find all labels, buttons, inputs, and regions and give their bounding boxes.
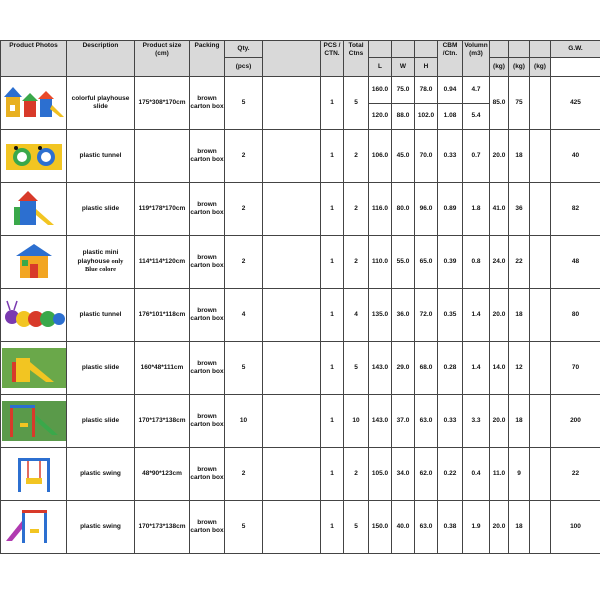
header-dim-blank-w	[392, 41, 415, 58]
kg-net-cell: 20.0	[490, 130, 509, 183]
description-cell: plastic tunnel	[67, 130, 135, 183]
width-cell: 80.0	[392, 183, 415, 236]
product-photo	[1, 130, 67, 183]
ctns-cell: 2	[344, 183, 369, 236]
header-gw: G.W.	[551, 41, 600, 58]
product-photo	[1, 236, 67, 289]
header-length: L	[369, 58, 392, 77]
table-row	[1, 236, 600, 289]
gw-cell: 425	[551, 77, 600, 130]
table-row	[1, 342, 600, 395]
header-pcs-per-ctn: PCS / CTN.	[321, 41, 344, 77]
packing-cell: brown carton box	[190, 236, 225, 289]
size-cell: 175*308*170cm	[135, 77, 190, 130]
description-cell: plastic slide	[67, 342, 135, 395]
blank-cell	[263, 183, 321, 236]
volume-cell: 1.4	[463, 289, 490, 342]
cbm-cell: 0.33	[438, 395, 463, 448]
blank-cell	[263, 501, 321, 554]
description-cell: plastic tunnel	[67, 289, 135, 342]
pcs-cell: 1	[321, 77, 344, 130]
kg-net-cell: 41.0	[490, 183, 509, 236]
blank-cell	[263, 77, 321, 130]
swing-icon	[2, 454, 66, 494]
header-blank	[263, 41, 321, 77]
description-cell	[67, 236, 135, 289]
size-cell: 114*114*120cm	[135, 236, 190, 289]
packing-cell: brown carton box	[190, 501, 225, 554]
cbm-cell: 0.94	[438, 77, 463, 104]
cbm-cell: 0.38	[438, 501, 463, 554]
slide-icon	[2, 348, 66, 388]
blank-cell	[263, 289, 321, 342]
gw-cell: 200	[551, 395, 600, 448]
gw-cell: 100	[551, 501, 600, 554]
kg-net-cell: 85.0	[490, 77, 509, 130]
packing-list-table	[0, 40, 600, 554]
length-cell: 150.0	[369, 501, 392, 554]
packing-cell: brown carton box	[190, 130, 225, 183]
length-cell: 143.0	[369, 342, 392, 395]
gw-cell: 40	[551, 130, 600, 183]
length-cell: 120.0	[369, 103, 392, 130]
description-cell: plastic slide	[67, 395, 135, 448]
volume-cell: 4.7	[463, 77, 490, 104]
length-cell: 106.0	[369, 130, 392, 183]
height-cell: 63.0	[415, 395, 438, 448]
table-row	[1, 501, 600, 554]
swing-slide-icon	[2, 401, 66, 441]
width-cell: 37.0	[392, 395, 415, 448]
header-total-ctns: Total Ctns	[344, 41, 369, 77]
width-cell: 34.0	[392, 448, 415, 501]
blank-cell	[263, 342, 321, 395]
product-photo	[1, 501, 67, 554]
kg-blank-cell	[530, 130, 551, 183]
pcs-cell: 1	[321, 342, 344, 395]
kg-net-cell: 24.0	[490, 236, 509, 289]
size-cell: 160*48*111cm	[135, 342, 190, 395]
qty-cell: 2	[225, 130, 263, 183]
description-text: plastic mini playhouse	[77, 249, 119, 265]
gw-cell: 48	[551, 236, 600, 289]
product-photo	[1, 77, 67, 130]
kg-unit-cell: 18	[509, 501, 530, 554]
ctns-cell: 4	[344, 289, 369, 342]
description-cell: plastic slide	[67, 183, 135, 236]
swing-slide-icon	[2, 507, 66, 547]
product-photo	[1, 448, 67, 501]
height-cell: 68.0	[415, 342, 438, 395]
description-cell: plastic swing	[67, 501, 135, 554]
table-row	[1, 130, 600, 183]
kg-net-cell: 20.0	[490, 501, 509, 554]
table-row	[1, 183, 600, 236]
kg-net-cell: 14.0	[490, 342, 509, 395]
header-blank-kg2	[509, 41, 530, 58]
slide-icon	[2, 189, 66, 229]
header-width: W	[392, 58, 415, 77]
kg-blank-cell	[530, 77, 551, 130]
header-dim-blank-h	[415, 41, 438, 58]
kg-blank-cell	[530, 501, 551, 554]
gw-cell: 82	[551, 183, 600, 236]
width-cell: 75.0	[392, 77, 415, 104]
header-kg-unit: (kg)	[509, 58, 530, 77]
cbm-cell: 0.28	[438, 342, 463, 395]
qty-cell: 2	[225, 236, 263, 289]
pcs-cell: 1	[321, 501, 344, 554]
height-cell: 70.0	[415, 130, 438, 183]
size-cell: 170*173*138cm	[135, 501, 190, 554]
blank-cell	[263, 236, 321, 289]
kg-unit-cell: 75	[509, 77, 530, 130]
gw-cell: 80	[551, 289, 600, 342]
header-blank-kg1	[490, 41, 509, 58]
blank-cell	[263, 130, 321, 183]
header-description: Description	[67, 41, 135, 77]
caterpillar-tunnel-icon	[2, 295, 66, 335]
qty-cell: 4	[225, 289, 263, 342]
packing-list-sheet	[0, 40, 600, 554]
pcs-cell: 1	[321, 289, 344, 342]
table-row	[1, 395, 600, 448]
kg-unit-cell: 18	[509, 395, 530, 448]
ctns-cell: 2	[344, 130, 369, 183]
ctns-cell: 10	[344, 395, 369, 448]
volume-cell: 0.7	[463, 130, 490, 183]
kg-blank-cell	[530, 183, 551, 236]
height-cell: 96.0	[415, 183, 438, 236]
width-cell: 40.0	[392, 501, 415, 554]
size-cell: 119*178*170cm	[135, 183, 190, 236]
tunnel-icon	[2, 136, 66, 176]
width-cell: 55.0	[392, 236, 415, 289]
volume-cell: 1.8	[463, 183, 490, 236]
product-photo	[1, 183, 67, 236]
height-cell: 102.0	[415, 103, 438, 130]
blank-cell	[263, 448, 321, 501]
cbm-cell: 0.22	[438, 448, 463, 501]
length-cell: 110.0	[369, 236, 392, 289]
width-cell: 29.0	[392, 342, 415, 395]
length-cell: 105.0	[369, 448, 392, 501]
pcs-cell: 1	[321, 448, 344, 501]
table-row	[1, 289, 600, 342]
height-cell: 65.0	[415, 236, 438, 289]
description-cell: colorful playhouse slide	[67, 77, 135, 130]
blank-cell	[263, 395, 321, 448]
header-product-size: Product size (cm)	[135, 41, 190, 77]
gw-cell: 70	[551, 342, 600, 395]
packing-cell: brown carton box	[190, 448, 225, 501]
playhouse-slide-icon	[2, 83, 66, 123]
header-qty: Qty.	[225, 41, 263, 58]
ctns-cell: 5	[344, 77, 369, 130]
description-cell: plastic swing	[67, 448, 135, 501]
cbm-cell: 0.35	[438, 289, 463, 342]
height-cell: 63.0	[415, 501, 438, 554]
volume-cell: 0.8	[463, 236, 490, 289]
ctns-cell: 5	[344, 342, 369, 395]
packing-cell: brown carton box	[190, 183, 225, 236]
kg-unit-cell: 12	[509, 342, 530, 395]
kg-blank-cell	[530, 236, 551, 289]
size-cell: 170*173*138cm	[135, 395, 190, 448]
header-volume: Volumn (m3)	[463, 41, 490, 77]
kg-net-cell: 20.0	[490, 395, 509, 448]
description-note: only Blue colore	[84, 257, 124, 274]
volume-cell: 1.9	[463, 501, 490, 554]
kg-blank-cell	[530, 289, 551, 342]
kg-net-cell: 11.0	[490, 448, 509, 501]
header-blank-kg3	[530, 41, 551, 58]
pcs-cell: 1	[321, 395, 344, 448]
height-cell: 78.0	[415, 77, 438, 104]
pcs-cell: 1	[321, 183, 344, 236]
kg-blank-cell	[530, 448, 551, 501]
pcs-cell: 1	[321, 236, 344, 289]
length-cell: 135.0	[369, 289, 392, 342]
header-cbm-per-ctn: CBM /Ctn.	[438, 41, 463, 77]
table-row	[1, 448, 600, 501]
kg-net-cell: 20.0	[490, 289, 509, 342]
product-photo	[1, 342, 67, 395]
packing-cell: brown carton box	[190, 395, 225, 448]
qty-cell: 2	[225, 448, 263, 501]
cbm-cell: 0.39	[438, 236, 463, 289]
length-cell: 160.0	[369, 77, 392, 104]
header-height: H	[415, 58, 438, 77]
product-photo	[1, 395, 67, 448]
qty-cell: 2	[225, 183, 263, 236]
cbm-cell: 0.89	[438, 183, 463, 236]
kg-unit-cell: 9	[509, 448, 530, 501]
height-cell: 62.0	[415, 448, 438, 501]
packing-cell: brown carton box	[190, 342, 225, 395]
width-cell: 45.0	[392, 130, 415, 183]
header-qty-unit: (pcs)	[225, 58, 263, 77]
header-kg-total: (kg)	[530, 58, 551, 77]
header-kg-net: (kg)	[490, 58, 509, 77]
kg-unit-cell: 36	[509, 183, 530, 236]
product-photo	[1, 289, 67, 342]
length-cell: 143.0	[369, 395, 392, 448]
header-product-photos: Product Photos	[1, 41, 67, 77]
volume-cell: 1.4	[463, 342, 490, 395]
ctns-cell: 5	[344, 501, 369, 554]
kg-unit-cell: 22	[509, 236, 530, 289]
packing-cell: brown carton box	[190, 289, 225, 342]
ctns-cell: 2	[344, 448, 369, 501]
pcs-cell: 1	[321, 130, 344, 183]
volume-cell: 5.4	[463, 103, 490, 130]
size-cell: 48*90*123cm	[135, 448, 190, 501]
width-cell: 88.0	[392, 103, 415, 130]
ctns-cell: 2	[344, 236, 369, 289]
packing-cell: brown carton box	[190, 77, 225, 130]
qty-cell: 5	[225, 342, 263, 395]
size-cell	[135, 130, 190, 183]
height-cell: 72.0	[415, 289, 438, 342]
volume-cell: 0.4	[463, 448, 490, 501]
kg-blank-cell	[530, 342, 551, 395]
kg-blank-cell	[530, 395, 551, 448]
kg-unit-cell: 18	[509, 289, 530, 342]
width-cell: 36.0	[392, 289, 415, 342]
header-dim-blank-l	[369, 41, 392, 58]
gw-cell: 22	[551, 448, 600, 501]
header-packing: Packing	[190, 41, 225, 77]
playhouse-icon	[2, 242, 66, 282]
cbm-cell: 1.08	[438, 103, 463, 130]
volume-cell: 3.3	[463, 395, 490, 448]
cbm-cell: 0.33	[438, 130, 463, 183]
qty-cell: 10	[225, 395, 263, 448]
size-cell: 176*101*118cm	[135, 289, 190, 342]
kg-unit-cell: 18	[509, 130, 530, 183]
qty-cell: 5	[225, 501, 263, 554]
qty-cell: 5	[225, 77, 263, 130]
length-cell: 116.0	[369, 183, 392, 236]
